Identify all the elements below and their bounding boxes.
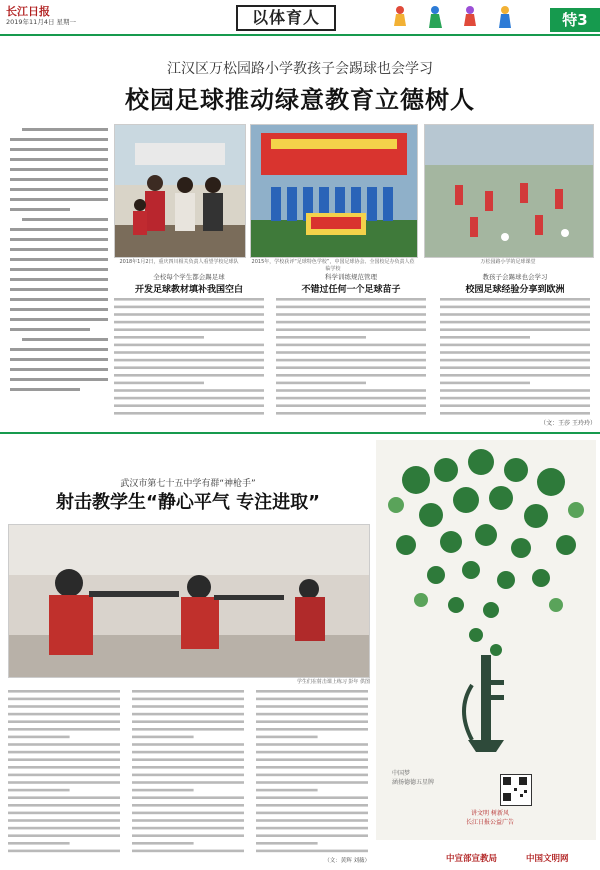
text-line [114, 397, 264, 400]
text-line [256, 827, 368, 830]
header-rule [0, 34, 600, 36]
text-line [440, 336, 530, 339]
text-line [114, 389, 264, 392]
text-line [8, 850, 120, 853]
photo-shooting-class [8, 524, 370, 678]
text-line [440, 397, 590, 400]
text-line [256, 850, 368, 853]
photo3-caption: 万松园路小学的足球课堂 [480, 259, 536, 265]
text-line [132, 720, 244, 723]
text-line [132, 758, 244, 761]
text-line [114, 313, 264, 316]
text-line [440, 351, 590, 354]
text-line [114, 382, 204, 385]
text-line [8, 789, 70, 792]
text-line [132, 842, 194, 845]
text-line [256, 789, 318, 792]
text-line [132, 819, 244, 822]
text-line [114, 351, 264, 354]
poster-caption: 中国梦 涵扬德德五星牌 [392, 770, 435, 786]
text-line [8, 751, 120, 754]
text-line [276, 374, 426, 377]
text-line [8, 720, 120, 723]
text-line [276, 298, 426, 301]
sub1-title: 开发足球教材填补我国空白 [134, 285, 243, 295]
sub1-kicker: 全校每个学生都会踢足球 [153, 273, 225, 281]
text-line [8, 804, 120, 807]
text-line [132, 796, 244, 799]
article1-title: 校园足球推动绿意教育立德树人 [125, 86, 475, 114]
text-line [276, 404, 426, 407]
article2-title: 射击教学生“静心平气 专注进取” [56, 492, 320, 513]
text-line [132, 713, 244, 716]
text-line [440, 328, 590, 331]
footer-org-1: 中宣部宣教局 [446, 854, 498, 864]
text-line [256, 743, 368, 746]
section-rule [0, 432, 600, 434]
text-line [276, 397, 426, 400]
qr-code-icon [500, 774, 532, 806]
sub2-kicker: 科学训练规范管理 [325, 273, 377, 281]
text-line [132, 690, 244, 693]
text-line [256, 812, 368, 815]
text-line [440, 404, 590, 407]
photo-award-ceremony [114, 124, 246, 258]
text-line [132, 728, 244, 731]
text-line [256, 774, 368, 777]
text-line [256, 766, 368, 769]
text-line [114, 306, 264, 309]
text-line [440, 389, 590, 392]
text-line [276, 359, 426, 362]
text-line [132, 812, 244, 815]
article2-photo-caption: 学生们在射击课上练习 彭年 供图 [296, 679, 370, 685]
text-line [8, 774, 120, 777]
article1-body-text [114, 298, 594, 426]
text-line [114, 366, 264, 369]
text-line [132, 850, 244, 853]
text-line [276, 351, 426, 354]
text-line [114, 321, 264, 324]
text-line [440, 374, 590, 377]
text-line [8, 698, 120, 701]
text-line [256, 781, 368, 784]
article1-intro-column [8, 126, 110, 404]
text-line [114, 328, 264, 331]
text-line [132, 743, 244, 746]
text-line [440, 321, 590, 324]
text-line [8, 728, 120, 731]
text-line [256, 751, 368, 754]
photo2-caption: 2015年，学校获评“足球特色学校”，中国足球协会、全国校足办负责人莅临学校 [251, 259, 415, 272]
text-line [276, 366, 426, 369]
text-line [256, 736, 318, 739]
photo-football-class [424, 124, 594, 258]
text-line [276, 313, 426, 316]
text-line [256, 690, 368, 693]
text-line [8, 796, 120, 799]
text-line [256, 713, 368, 716]
text-line [8, 827, 120, 830]
article2-body-text [8, 690, 370, 866]
photo-team-group [250, 124, 418, 258]
text-line [256, 698, 368, 701]
text-line [8, 812, 120, 815]
text-line [114, 412, 264, 415]
sub2-title: 不错过任何一个足球苗子 [301, 285, 401, 295]
text-line [276, 382, 366, 385]
text-line [440, 359, 590, 362]
text-line [276, 412, 426, 415]
text-line [440, 366, 590, 369]
text-line [132, 698, 244, 701]
text-line [132, 774, 244, 777]
text-line [8, 705, 120, 708]
text-line [114, 344, 264, 347]
text-line [8, 713, 120, 716]
text-line [440, 298, 590, 301]
text-line [114, 336, 204, 339]
text-line [114, 298, 264, 301]
text-line [8, 842, 70, 845]
article1-kicker: 江汉区万松园路小学教孩子会踢球也会学习 [167, 61, 433, 77]
text-line [114, 359, 264, 362]
issue-date: 2019年11月4日 星期一 [6, 18, 77, 26]
footer-org-2: 中国文明网 [526, 854, 569, 864]
text-line [440, 344, 590, 347]
text-line [132, 766, 244, 769]
text-line [8, 766, 120, 769]
article2-kicker: 武汉市第七十五中学有群“神枪手” [120, 479, 256, 489]
text-line [132, 804, 244, 807]
sub3-title: 校园足球经验分享到欧洲 [465, 285, 565, 295]
text-line [8, 758, 120, 761]
sub3-kicker: 教孩子会踢球也会学习 [482, 273, 548, 281]
article2-credit: （文：黄辉 刘薇） [324, 858, 370, 864]
text-line [114, 404, 264, 407]
text-line [276, 344, 426, 347]
newspaper-masthead: 长江日报 [6, 5, 50, 18]
text-line [276, 321, 426, 324]
text-line [132, 751, 244, 754]
text-line [8, 819, 120, 822]
text-line [256, 819, 368, 822]
poster-slogan: 讲文明 树新风 长江日报公益广告 [465, 810, 514, 826]
text-line [8, 690, 120, 693]
text-line [132, 834, 244, 837]
text-line [132, 789, 194, 792]
article1-credit: （文：王莎 王玲玲） [540, 420, 596, 427]
text-line [440, 382, 530, 385]
text-line [256, 720, 368, 723]
photo1-caption: 2018年1月2日，重庆四川相关负责人看望学校足球队 [119, 259, 239, 265]
text-line [256, 834, 368, 837]
text-line [8, 834, 120, 837]
text-line [256, 728, 368, 731]
text-line [256, 842, 318, 845]
text-line [440, 412, 590, 415]
text-line [132, 781, 244, 784]
text-line [256, 758, 368, 761]
text-line [256, 804, 368, 807]
section-title: 以体育人 [236, 5, 336, 31]
text-line [132, 705, 244, 708]
page-number: 特3 [550, 8, 600, 32]
intro-text-lines [8, 126, 110, 404]
text-line [276, 336, 366, 339]
text-line [440, 306, 590, 309]
text-line [114, 374, 264, 377]
text-line [132, 736, 194, 739]
text-line [256, 705, 368, 708]
text-line [276, 306, 426, 309]
text-line [440, 313, 590, 316]
text-line [276, 389, 426, 392]
text-line [276, 328, 426, 331]
text-line [132, 827, 244, 830]
text-line [8, 736, 70, 739]
text-line [8, 743, 120, 746]
runners-illustration [360, 2, 540, 34]
text-line [256, 796, 368, 799]
text-line [8, 781, 120, 784]
